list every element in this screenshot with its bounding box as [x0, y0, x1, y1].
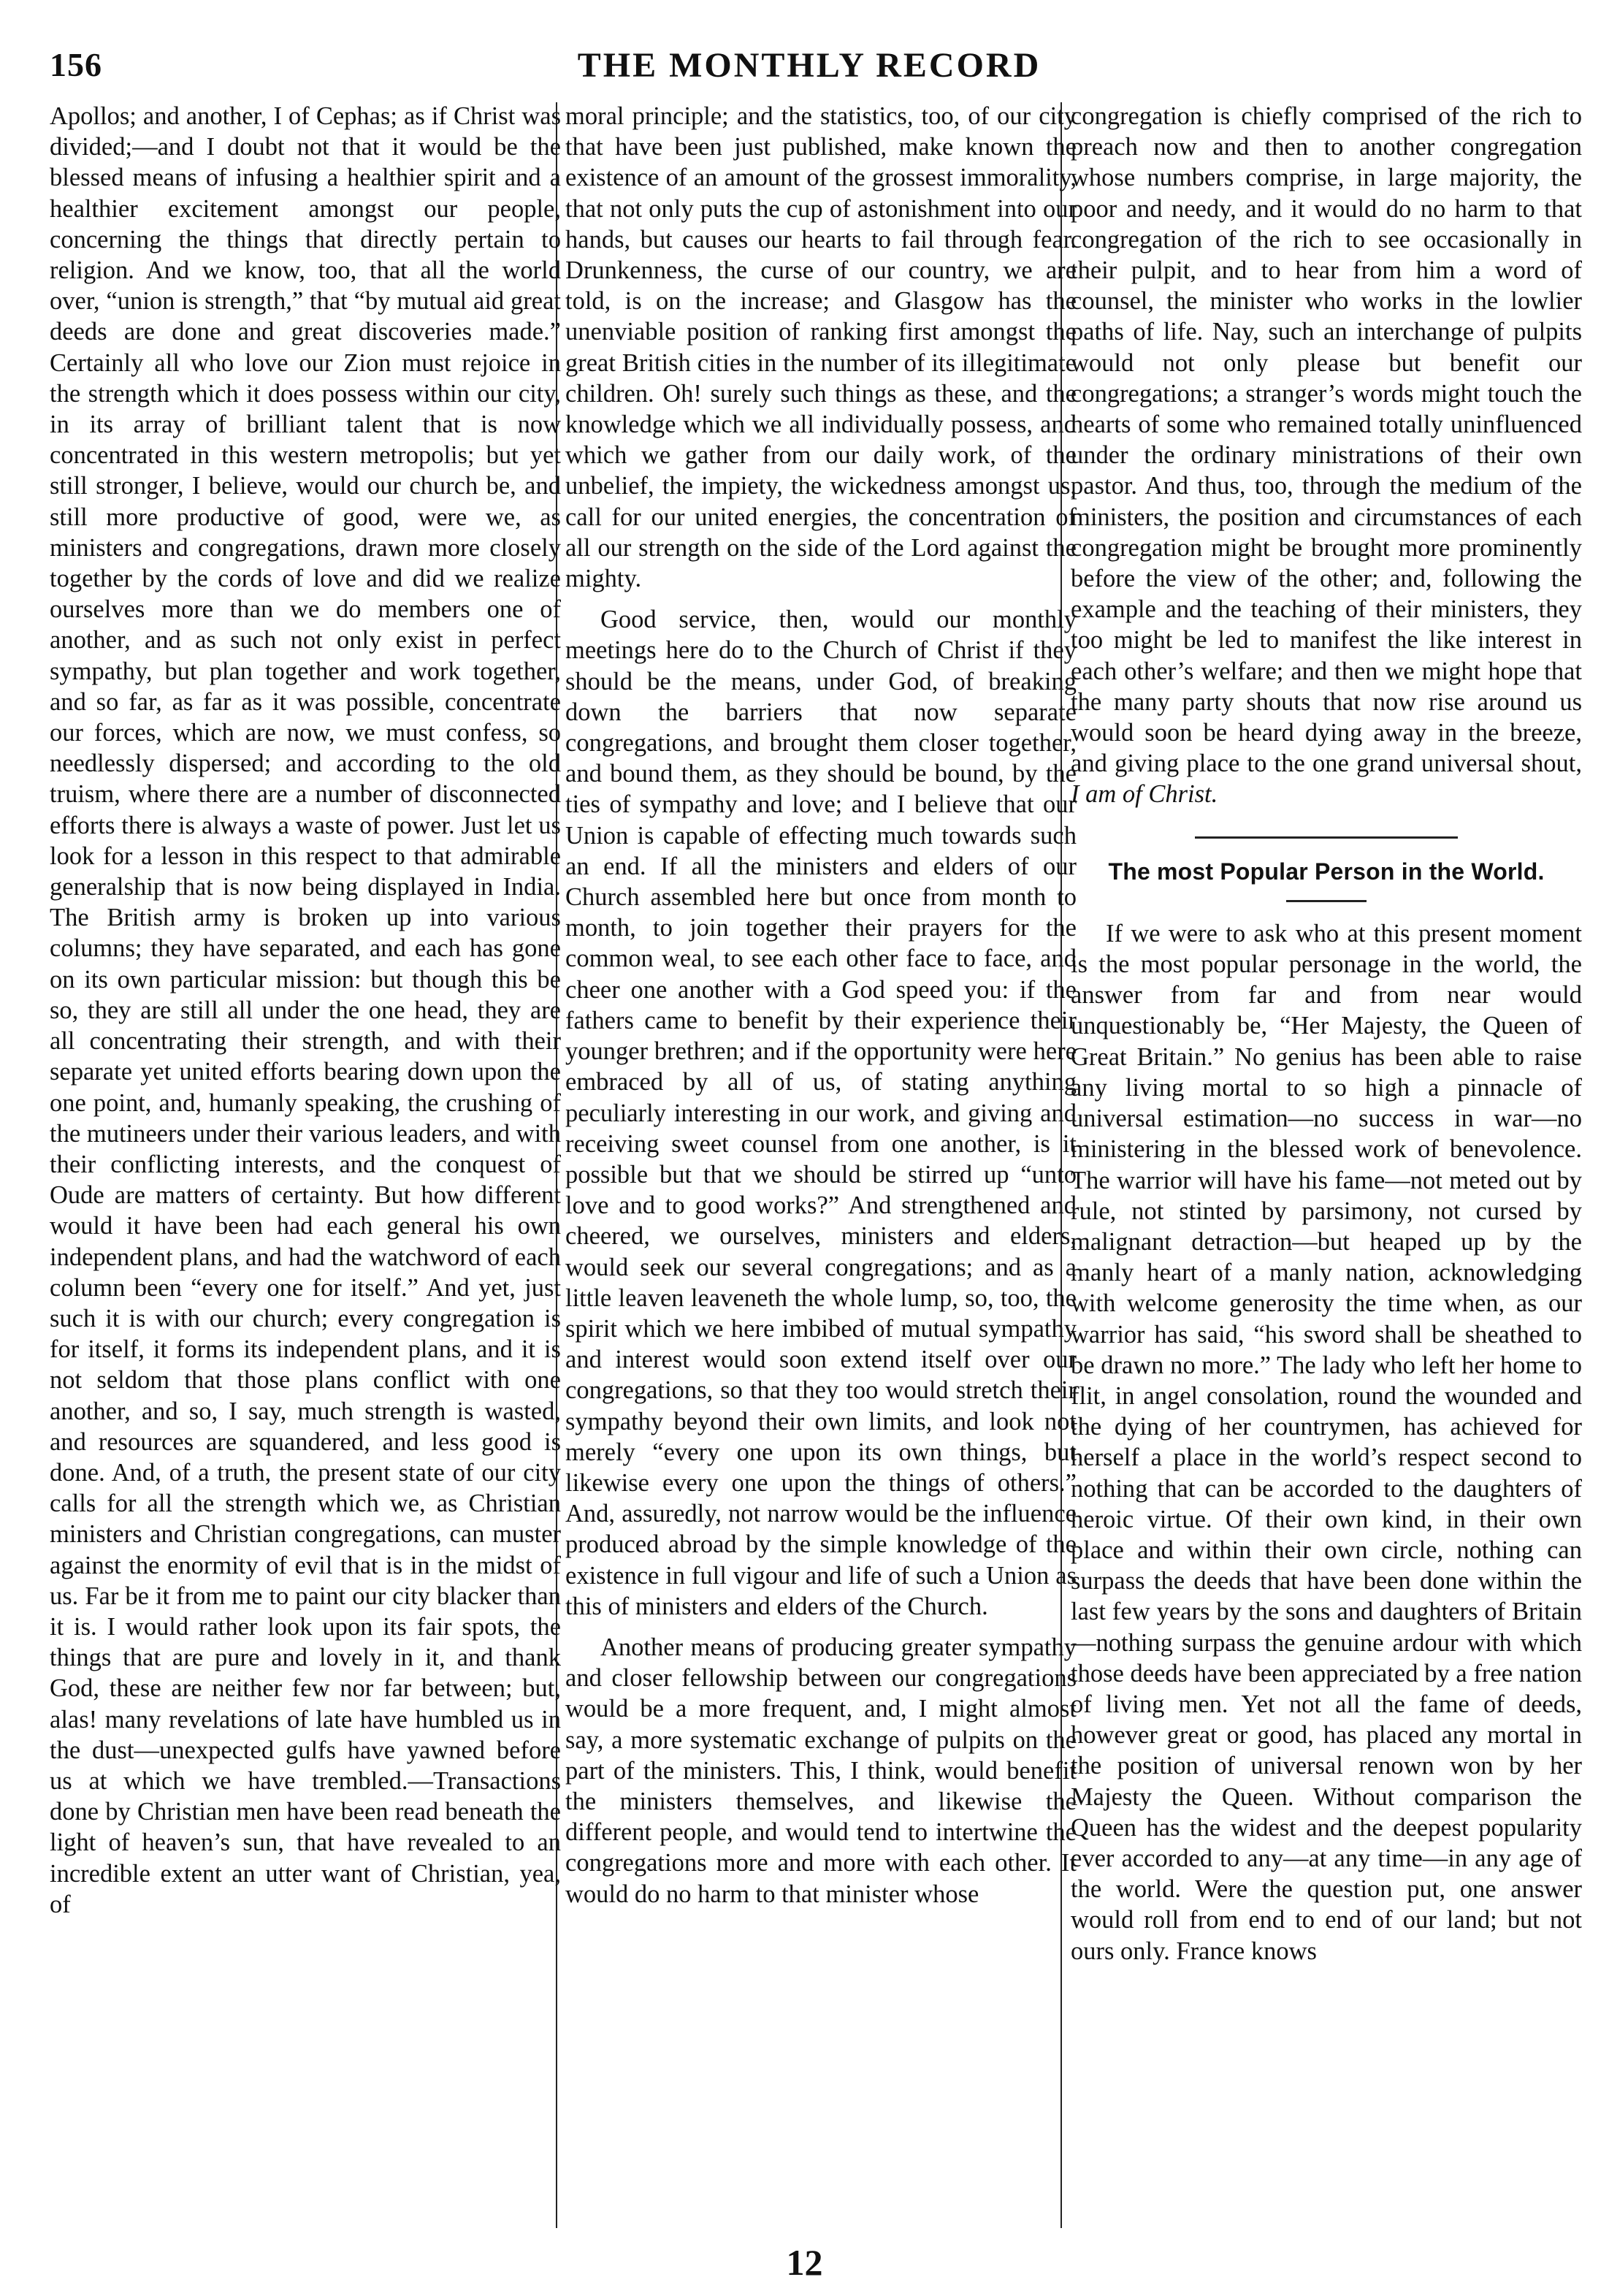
column-2 — [565, 101, 1077, 2241]
article-heading: The most Popular Person in the World. — [1108, 858, 1545, 885]
column-1 — [50, 101, 561, 2241]
section-divider — [1195, 836, 1458, 839]
paragraph: Apollos; and another, I of Cephas; as if Christ was divided;—and I doubt not that it would be the blessed means of infusing a healthier spirit and a healthier excitement amongst our people, concerning the things that directly pertain to religion. And we know, too, that all the world over, “union is strength,” that “by mutual aid great deeds are done and great discoveries made.” Certainly all who love our Zion must rejoice in the strength which it does possess within our city, in its array of brilliant talent that is now concentrated in this western metropolis; but yet still stronger, I believe, would our church be, and still more productive of good, were we, as ministers and congregations, drawn more closely together by the cords of love and did we realize ourselves more than we do members one of another, and as such not only exist in perfect sympathy, but plan together and work together, and so far, as far as it was possible, concentrate our forces, which are now, we must confess, so needlessly dispersed; and according to the old truism, where there are a number of disconnected efforts there is always a waste of power. Just let us look for a lesson in this respect to that admirable generalship that is now being displayed in India. The British army is broken up into various columns; they have separated, and each has gone on its own particular mission: but though this be so, they are still all under the one head, they are all concentrating their strength, and with their separate yet united efforts bearing down upon the one point, and, humanly speaking, the crushing of the mutineers under their various leaders, and with their conflicting interests, and the conquest of Oude are matters of certainty. But how different would it have been had each general his own independent plans, and had the watchword of each column been “every one for itself.” And yet, just such it is with our church; every congregation is for itself, it forms its independent plans, and it is not seldom that those plans conflict with one another, and so, I say, much strength is wasted, and resources are squandered, and less good is done. And, of a truth, the present state of our city calls for all the strength which we, as Christian ministers and Christian congregations, can muster against the enormity of evil that is in the midst of us. Far be it from me to paint our city blacker than it is. I would rather look upon its fair spots, the things that are pure and lovely in it, and thank God, these are neither few nor far between; but, alas! many revelations of late have humbled us in the dust—unexpected gulfs have yawned before us at which we have trembled.—Transactions done by Christian men have been read beneath the light of heaven’s sun, that have revealed to an incredible extent an utter want of Christian, yea, of — [50, 102, 561, 1918]
column-3 — [1071, 101, 1582, 2241]
paragraph-text: congregation is chiefly comprised of the rich to preach now and then to another congregation whose numbers comprise, in large majority, the poor and needy, and it would do no harm to that congregation of the rich to see occasionally in their pulpit, and to hear from him a word of counsel, the minister who works in the lowlier paths of life. Nay, such an interchange of pulpits would not only please but benefit our congregations; a stranger’s words might touch the hearts of some who remained totally uninfluenced under the ordinary ministrations of their own pastor. And thus, too, through the medium of the ministers, the position and circumstances of each congregation might be brought more prominently before the view of the other; and, following the example and the teaching of their ministers, they too might be led to manifest the like interest in each other’s welfare; and then we might hope that the many party shouts that now rise around us would soon be heard dying away in the breeze, and giving place to the one grand universal shout, — [1071, 102, 1582, 778]
paragraph: moral principle; and the statistics, too, of our city that have been just published, make known the existence of an amount of the grossest immorality, that not only puts the cup of astonishment into our hands, but causes our hearts to fail through fear. Drunkenness, the curse of our country, we are told, is on the increase; and Glasgow has the unenviable position of ranking first amongst the great British cities in the number of its illegitimate children. Oh! surely such things as these, and the knowledge which we all individually possess, and which we gather from our daily work, of the unbelief, the impiety, the wickedness amongst us, call for our united energies, the concentration of all our strength on the side of the Lord against the mighty. — [565, 102, 1077, 593]
paragraph: Good service, then, would our monthly meetings here do to the Church of Christ if they should be the means, under God, of breaking down the barriers that now separate congregations, and brought them closer together, and bound them, as they should be bound, by the ties of sympathy and love; and I believe that our Union is capable of effecting much towards such an end. If all the ministers and elders of our Church assembled here but once from month to month, to join together their prayers for the common weal, to see each other face to face, and cheer one another with a God speed you: if the fathers came to benefit by their experience their younger brethren; and if the opportunity were here embraced by all of us, of stating anything peculiarly interesting in our work, and giving and receiving sweet counsel from one another, is it possible but that we should be stirred up “unto love and to good works?” And strengthened and cheered, we ourselves, ministers and elders, would seek our several congregations; and as a little leaven leaveneth the whole lump, so, too, the spirit which we here imbibed of mutual sympathy and interest would soon extend itself over our congregations, so that they too would stretch their sympathy beyond their own limits, and look not merely “every one upon its own things, but likewise every one upon the things of others.” And, assuredly, not narrow would be the influence produced abroad by the simple knowledge of the existence in full vigour and life of such a Union as this of ministers and elders of the Church. — [565, 606, 1077, 1620]
paragraph: If we were to ask who at this present moment is the most popular personage in the world, the answer from far and from near would unquestionably be, “Her Majesty, the Queen of Great Britain.” No genius has been able to raise any living mortal to so high a pinnacle of universal estimation—no success in war—no ministering in the blessed work of benevolence. The warrior will have his fame—not meted out by rule, not stinted by parsimony, not cursed by malignant detraction—but heaped up by the manly heart of a manly nation, acknowledging with welcome generosity the time when, as our warrior has said, “his sword shall be sheathed to be drawn no more.” The lady who left her home to flit, in angel consolation, round the wounded and the dying of her countrymen, has achieved for herself a place in the world’s respect second to nothing that can be accorded to the daughters of heroic virtue. Of their own kind, in their own place and within their own circle, nothing can surpass the deeds that have been done within the last few years by the sons and daughters of Britain—nothing surpass the genuine ardour with which those deeds have been appreciated by a free nation of living men. Yet not all the fame of deeds, however great or good, has placed any mortal in the position of universal renown won by her Majesty the Queen. Without comparison the Queen has the widest and the deepest popularity ever accorded to any—at any time—in any age of the world. Were the question put, one answer would roll from end to end of our land; but not ours only. France knows — [1071, 919, 1582, 1965]
paragraph: Another means of producing greater sympathy and closer fellowship between our congregations would be a more frequent, and, I might almost say, a more systematic exchange of pulpits on the part of the ministers. This, I think, would benefit the ministers themselves, and likewise the different people, and would tend to intertwine the congregations more and more with each other. It would do no harm to that minister whose — [565, 1633, 1077, 1908]
page-header — [50, 45, 1569, 89]
running-title: THE MONTHLY RECORD — [577, 46, 1042, 85]
signature-mark: 12 — [786, 2242, 823, 2283]
closing-italic: I am of Christ. — [1071, 780, 1218, 809]
paragraph — [1071, 101, 1582, 810]
heading-underline — [1286, 900, 1367, 902]
page-number: 156 — [50, 46, 102, 83]
